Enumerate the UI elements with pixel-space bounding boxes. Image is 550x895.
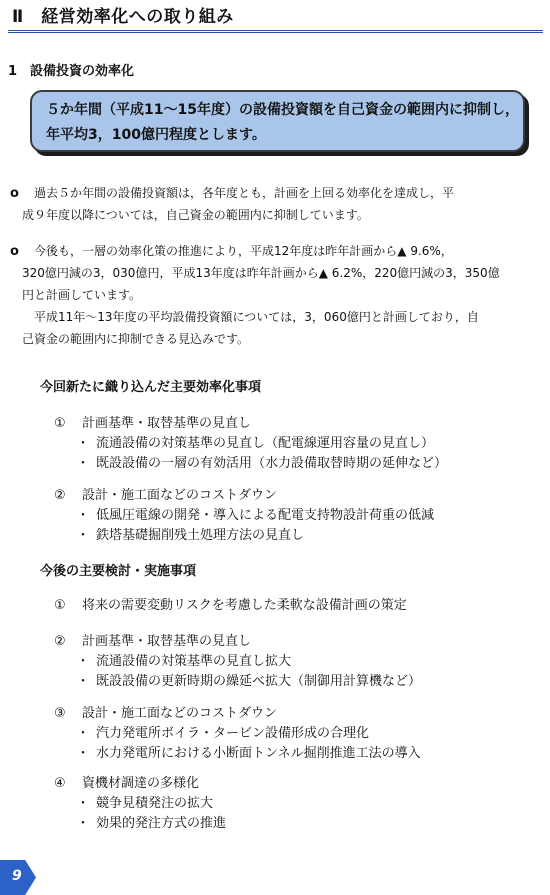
future-items-heading: 今後の主要検討・実施事項 (40, 564, 197, 579)
list-item-text: 効果的発注方式の推進 (96, 816, 227, 831)
paragraph-3 (22, 306, 479, 350)
paragraph-1-line-2: 成９年度以降については，自己資金の範囲内に抑制しています。 (22, 208, 369, 222)
paragraph-2 (22, 240, 500, 306)
list-item (70, 814, 226, 834)
list-item-text: 水力発電所における小断面トンネル掘削推進工法の導入 (96, 746, 421, 761)
future-group-1-title (54, 596, 407, 616)
list-bullet: ・ (76, 654, 90, 669)
future-group-1 (54, 596, 407, 616)
paragraph-2-line-1: 今後も，一層の効率化策の推進により，平成12年度は昨年計画から▲ 9.6%， (34, 244, 453, 258)
new-group-2-title (54, 486, 434, 506)
future-group-3-title (54, 704, 421, 724)
paragraph-3-line-1: 平成11年～13年度の平均設備投資額については，3，060億円と計画しており，自 (34, 310, 479, 324)
chapter-title: Ⅱ 経営効率化への取り組み (12, 7, 234, 27)
group-title: 計画基準・取替基準の見直し (82, 416, 252, 431)
title-divider (8, 30, 543, 33)
future-group-3 (54, 704, 421, 764)
list-bullet: ・ (76, 528, 90, 543)
list-item-text: 鉄塔基礎掘削残土処理方法の見直し (96, 528, 305, 543)
new-group-1 (54, 414, 447, 474)
list-bullet: ・ (76, 816, 90, 831)
list-item (70, 794, 226, 814)
paragraph-3-line-2: 己資金の範囲内に抑制できる見込みです。 (22, 332, 250, 346)
list-bullet: ・ (76, 796, 90, 811)
page-number: 9 (12, 868, 22, 884)
group-title: 将来の需要変動リスクを考慮した柔軟な設備計画の策定 (82, 598, 407, 613)
list-item (70, 454, 447, 474)
paragraph-2-line-2: 320億円減の3，030億円，平成13年度は昨年計画から▲ 6.2%，220億円減の3，350億 (22, 266, 500, 280)
group-number: ① (54, 598, 66, 613)
list-item-text: 流通設備の対策基準の見直し（配電線運用容量の見直し） (96, 436, 435, 451)
summary-box (30, 90, 525, 152)
summary-line-2: 年平均3，100億円程度とします。 (46, 127, 266, 143)
list-item-text: 既設設備の更新時期の繰延べ拡大（制御用計算機など） (96, 674, 422, 689)
group-number: ③ (54, 706, 66, 721)
group-title: 設計・施工面などのコストダウン (82, 706, 278, 721)
bullet-marker: o (10, 244, 19, 259)
group-title: 計画基準・取替基準の見直し (82, 634, 252, 649)
list-item (70, 434, 447, 454)
list-bullet: ・ (76, 456, 90, 471)
new-group-1-title (54, 414, 447, 434)
future-group-4-title (54, 774, 226, 794)
list-item-text: 低風圧電線の開発・導入による配電支持物設計荷重の低減 (96, 508, 435, 523)
list-item (70, 744, 421, 764)
paragraph-2-line-3: 円と計画しています。 (22, 288, 142, 302)
future-group-2-title (54, 632, 421, 652)
list-bullet: ・ (76, 674, 90, 689)
list-item-text: 既設設備の一層の有効活用（水力設備取替時期の延伸など） (96, 456, 448, 471)
list-item (70, 652, 421, 672)
group-number: ④ (54, 776, 66, 791)
bullet-marker: o (10, 186, 19, 201)
group-title: 設計・施工面などのコストダウン (82, 488, 278, 503)
list-item-text: 競争見積発注の拡大 (96, 796, 214, 811)
future-group-4 (54, 774, 226, 834)
future-group-2 (54, 632, 421, 692)
list-item (70, 506, 434, 526)
group-title: 資機材調達の多様化 (82, 776, 200, 791)
paragraph-1-line-1: 過去５か年間の設備投資額は，各年度とも，計画を上回る効率化を達成し，平 (34, 186, 455, 200)
group-number: ① (54, 416, 66, 431)
list-item-text: 流通設備の対策基準の見直し拡大 (96, 654, 292, 669)
list-item-text: 汽力発電所ボイラ・タービン設備形成の合理化 (96, 726, 370, 741)
summary-line-1: ５か年間（平成11～15年度）の設備投資額を自己資金の範囲内に抑制し， (46, 102, 519, 118)
paragraph-1 (22, 182, 455, 226)
section-heading: 1 設備投資の効率化 (8, 64, 135, 79)
list-bullet: ・ (76, 508, 90, 523)
new-group-2 (54, 486, 434, 546)
group-number: ② (54, 634, 66, 649)
list-bullet: ・ (76, 746, 90, 761)
group-number: ② (54, 488, 66, 503)
list-bullet: ・ (76, 436, 90, 451)
list-item (70, 526, 434, 546)
new-items-heading: 今回新たに織り込んだ主要効率化事項 (40, 380, 262, 395)
list-bullet: ・ (76, 726, 90, 741)
list-item (70, 672, 421, 692)
list-item (70, 724, 421, 744)
